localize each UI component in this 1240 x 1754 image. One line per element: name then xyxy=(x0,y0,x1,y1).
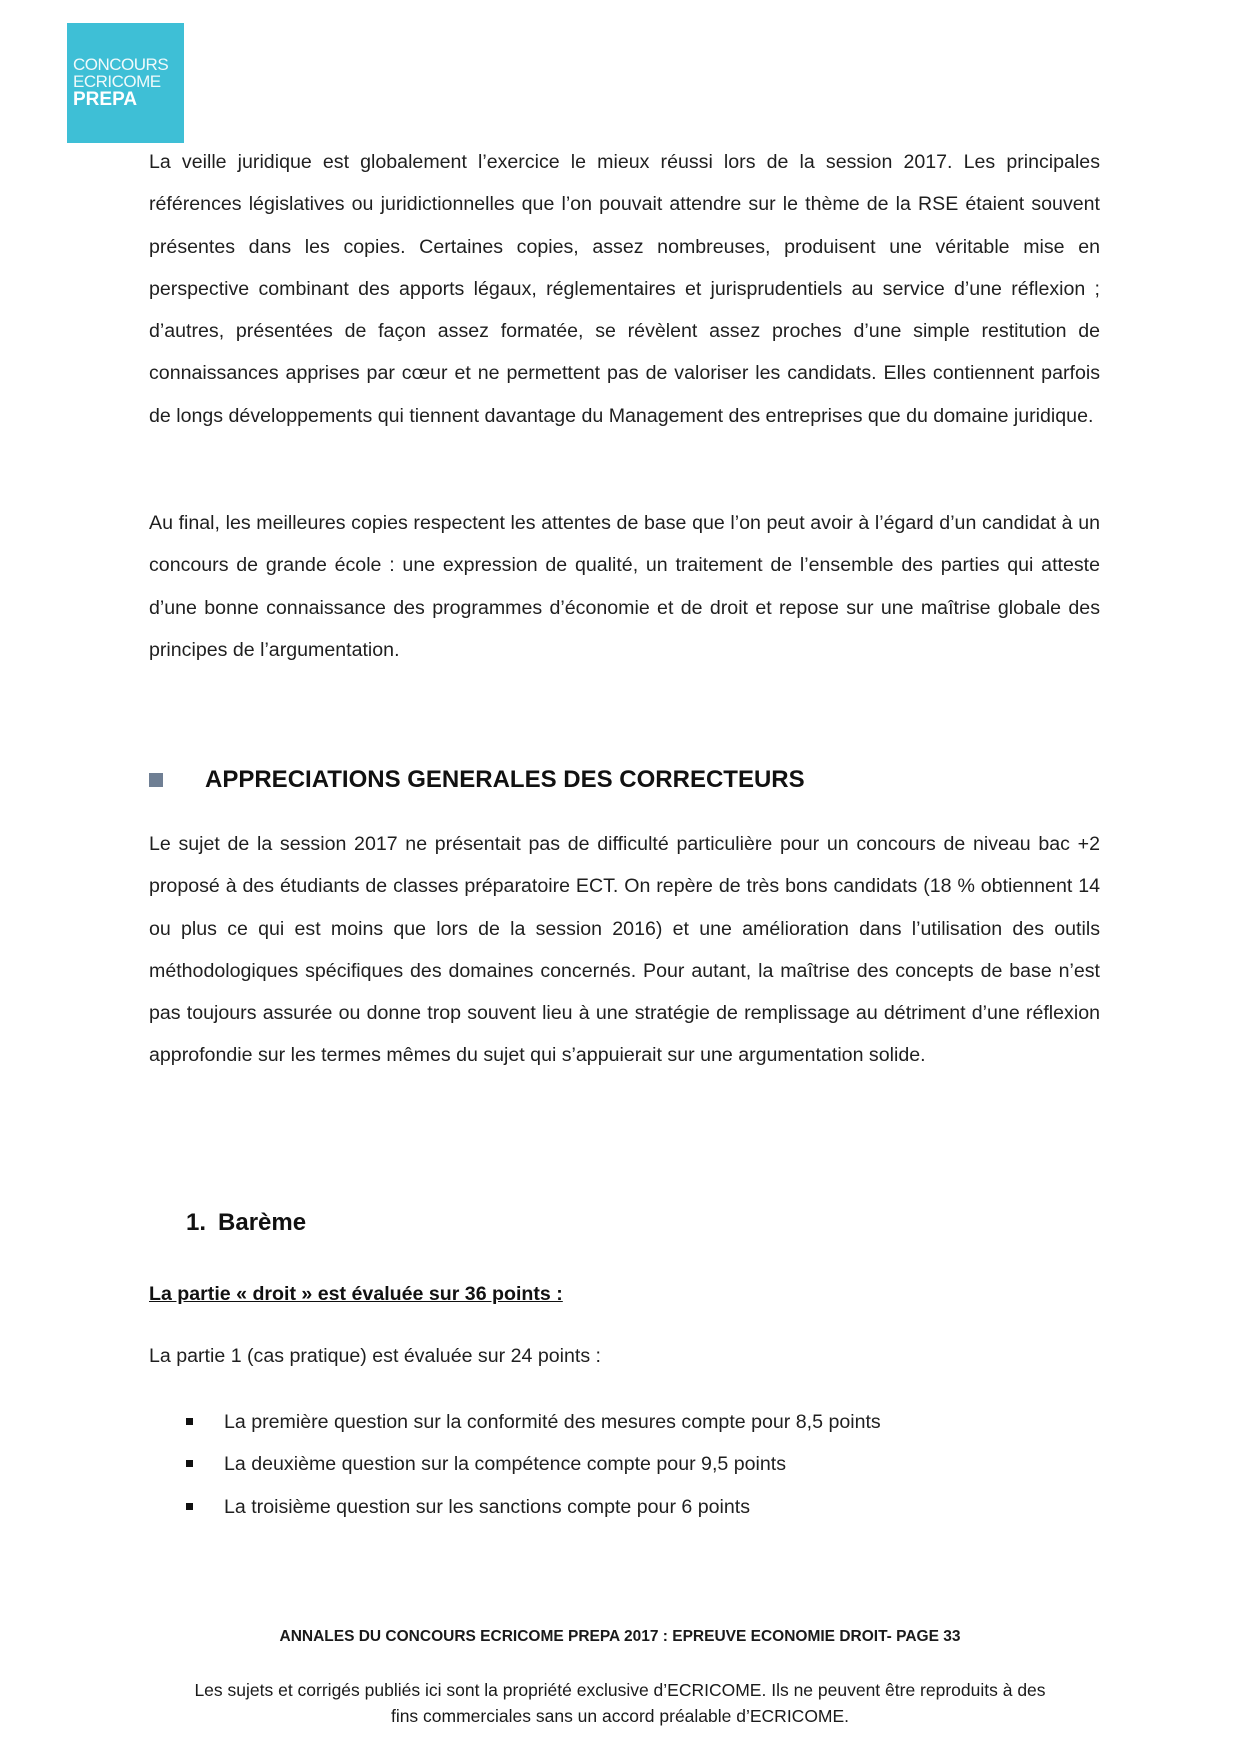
partie1-line: La partie 1 (cas pratique) est évaluée sur 24 points : xyxy=(149,1345,602,1367)
ecricome-logo xyxy=(67,23,184,143)
section-heading xyxy=(149,760,805,800)
logo-line-ecricome: ECRICOME xyxy=(73,72,161,91)
square-bullet-icon xyxy=(186,1460,193,1467)
droit-heading: La partie « droit » est évaluée sur 36 points : xyxy=(149,1283,563,1305)
square-bullet-icon xyxy=(186,1418,193,1425)
footer-note-line-1: Les sujets et corrigés publiés ici sont la propriété exclusive d’ECRICOME. Ils ne peuvent être reproduits à des xyxy=(194,1680,1046,1700)
square-bullet-icon xyxy=(186,1503,193,1510)
footer-note-line-2: fins commerciales sans un accord préalable d’ECRICOME. xyxy=(390,1706,850,1726)
logo-line-prepa: PREPA xyxy=(73,89,138,110)
list-item xyxy=(186,1444,881,1487)
bareme-list xyxy=(186,1401,881,1529)
paragraph-veille-juridique: La veille juridique est globalement l’exercice le mieux réussi lors de la session 2017. Les principales références législatives ou juridictionnelles que l’on pouvait attendre sur le thème de la RSE étaient souvent présentes dans les copies. Certaines copies, assez nombreuses, produisent une véritable mise en perspective combinant des apports légaux, réglementaires et jurisprudentiels au service d’une réflexion ; d’autres, présentées de façon assez formatée, se révèlent assez proches d’une simple restitution de connaissances apprises par cœur et ne permettent pas de valoriser les candidats. Elles contiennent parfois de longs développements qui tiennent davantage du Management des entreprises que du domaine juridique. xyxy=(149,151,1100,427)
subsection-title: Barème xyxy=(218,1209,307,1236)
footer-note xyxy=(150,1677,1090,1729)
section-bullet-icon xyxy=(149,773,163,787)
subsection-heading xyxy=(186,1209,306,1237)
paragraph-sujet-session: Le sujet de la session 2017 ne présentait pas de difficulté particulière pour un concours de niveau bac +2 proposé à des étudiants de classes préparatoire ECT. On repère de très bons candidats (18 % obtiennent 14 ou plus ce qui est moins que lors de la session 2016) et une amélioration dans l’utilisation des outils méthodologiques spécifiques des domaines concernés. Pour autant, la maîtrise des concepts de base n’est pas toujours assurée ou donne trop souvent lieu à une stratégie de remplissage au détriment d’une réflexion approfondie sur les termes mêmes du sujet qui s’appuierait sur une argumentation solide. xyxy=(149,833,1100,1067)
logo-line-concours: CONCOURS xyxy=(73,55,169,74)
section-title: APPRECIATIONS GENERALES DES CORRECTEURS xyxy=(205,766,805,793)
subsection-number: 1. xyxy=(186,1209,207,1236)
list-item-text: La première question sur la conformité des mesures compte pour 8,5 points xyxy=(224,1410,881,1433)
footer-title: ANNALES DU CONCOURS ECRICOME PREPA 2017 : EPREUVE ECONOMIE DROIT- PAGE 33 xyxy=(279,1628,961,1645)
list-item-text: La troisième question sur les sanctions compte pour 6 points xyxy=(224,1495,751,1518)
list-item-text: La deuxième question sur la compétence compte pour 9,5 points xyxy=(224,1453,787,1476)
paragraph-au-final: Au final, les meilleures copies respectent les attentes de base que l’on peut avoir à l’égard d’un candidat à un concours de grande école : une expression de qualité, un traitement de l’ensemble des parties qui atteste d’une bonne connaissance des programmes d’économie et de droit et repose sur une maîtrise globale des principes de l’argumentation. xyxy=(149,512,1100,661)
list-item xyxy=(186,1486,881,1529)
list-item xyxy=(186,1401,881,1444)
